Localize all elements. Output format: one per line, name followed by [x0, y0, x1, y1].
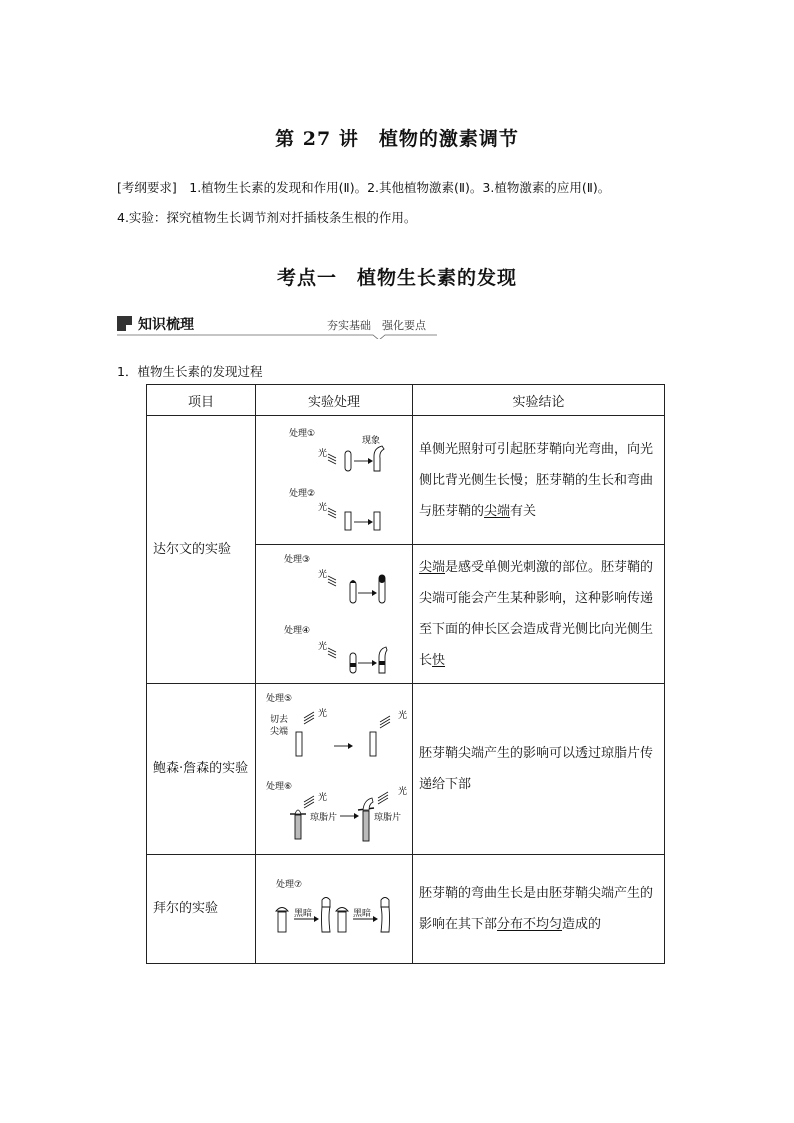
darwin-figure-1: [256, 416, 412, 540]
treatment-darwin-2: [256, 545, 413, 684]
project-boysen-jensen: 鲍森·詹森的实验: [147, 684, 256, 855]
section-title: 考点一 植物生长素的发现: [276, 267, 517, 289]
square-icon: [117, 316, 132, 331]
svg-text:处理③: 处理③: [284, 555, 311, 565]
knowledge-bar-title: 知识梳理: [138, 317, 194, 333]
svg-text:处理④: 处理④: [284, 626, 311, 636]
svg-text:黑暗: 黑暗: [294, 909, 313, 919]
header-treatment: 实验处理: [256, 385, 413, 416]
svg-text:光: 光: [318, 709, 328, 719]
svg-text:处理⑦: 处理⑦: [276, 880, 303, 890]
darwin-figure-2: [256, 545, 412, 679]
svg-text:光: 光: [318, 793, 328, 803]
boysen-jensen-figure: [256, 684, 412, 850]
svg-text:琼脂片: 琼脂片: [374, 813, 402, 823]
svg-text:光: 光: [318, 449, 328, 459]
conclusion-paal: 胚芽鞘的弯曲生长是由胚芽鞘尖端产生的影响在其下部分布不均匀造成的: [413, 855, 665, 964]
knowledge-bar: [117, 313, 437, 339]
conclusion-boysen-jensen: 胚芽鞘尖端产生的影响可以透过琼脂片传递给下部: [413, 684, 665, 855]
exam-requirements-line2: 4.实验：探究植物生长调节剂对扦插枝条生根的作用。: [117, 210, 417, 225]
header-project: 项目: [147, 385, 256, 416]
svg-text:处理⑥: 处理⑥: [266, 782, 293, 792]
svg-text:现象: 现象: [362, 436, 381, 446]
treatment-darwin-1: [256, 416, 413, 545]
conclusion-darwin-1: 单侧光照射可引起胚芽鞘向光弯曲，向光侧比背光侧生长慢；胚芽鞘的生长和弯曲与胚芽鞘的尖端有关: [413, 416, 665, 545]
svg-text:切去: 切去: [270, 715, 289, 725]
header-conclusion: 实验结论: [413, 385, 665, 416]
svg-text:光: 光: [398, 711, 408, 721]
svg-text:处理①: 处理①: [289, 429, 316, 439]
conclusion-darwin-2: 尖端是感受单侧光刺激的部位。胚芽鞘的尖端可能会产生某种影响，这种影响传递至下面的伸长区会造成背光侧比向光侧生长快: [413, 545, 665, 684]
project-paal: 拜尔的实验: [147, 855, 256, 964]
project-darwin: 达尔文的实验: [147, 416, 256, 684]
knowledge-bar-subtitle: 夯实基础 强化要点: [327, 319, 426, 332]
svg-text:光: 光: [318, 642, 328, 652]
exam-requirements-line1: [考纲要求] 1.植物生长素的发现和作用(Ⅱ)。2.其他植物激素(Ⅱ)。3.植物激素的应用(Ⅱ)。: [117, 180, 611, 195]
discovery-table: [146, 384, 665, 964]
svg-text:处理②: 处理②: [289, 489, 316, 499]
svg-text:光: 光: [318, 503, 328, 513]
svg-text:尖端: 尖端: [270, 727, 289, 737]
svg-text:处理⑤: 处理⑤: [266, 694, 293, 704]
page-title: 第 27 讲 植物的激素调节: [275, 128, 519, 150]
svg-text:黑暗: 黑暗: [353, 909, 372, 919]
paal-figure: [256, 855, 412, 959]
svg-text:光: 光: [398, 787, 408, 797]
treatment-boysen-jensen: [256, 684, 413, 855]
heading-discovery-process: 1．植物生长素的发现过程: [117, 364, 263, 379]
svg-text:光: 光: [318, 570, 328, 580]
svg-text:琼脂片: 琼脂片: [310, 813, 338, 823]
treatment-paal: [256, 855, 413, 964]
